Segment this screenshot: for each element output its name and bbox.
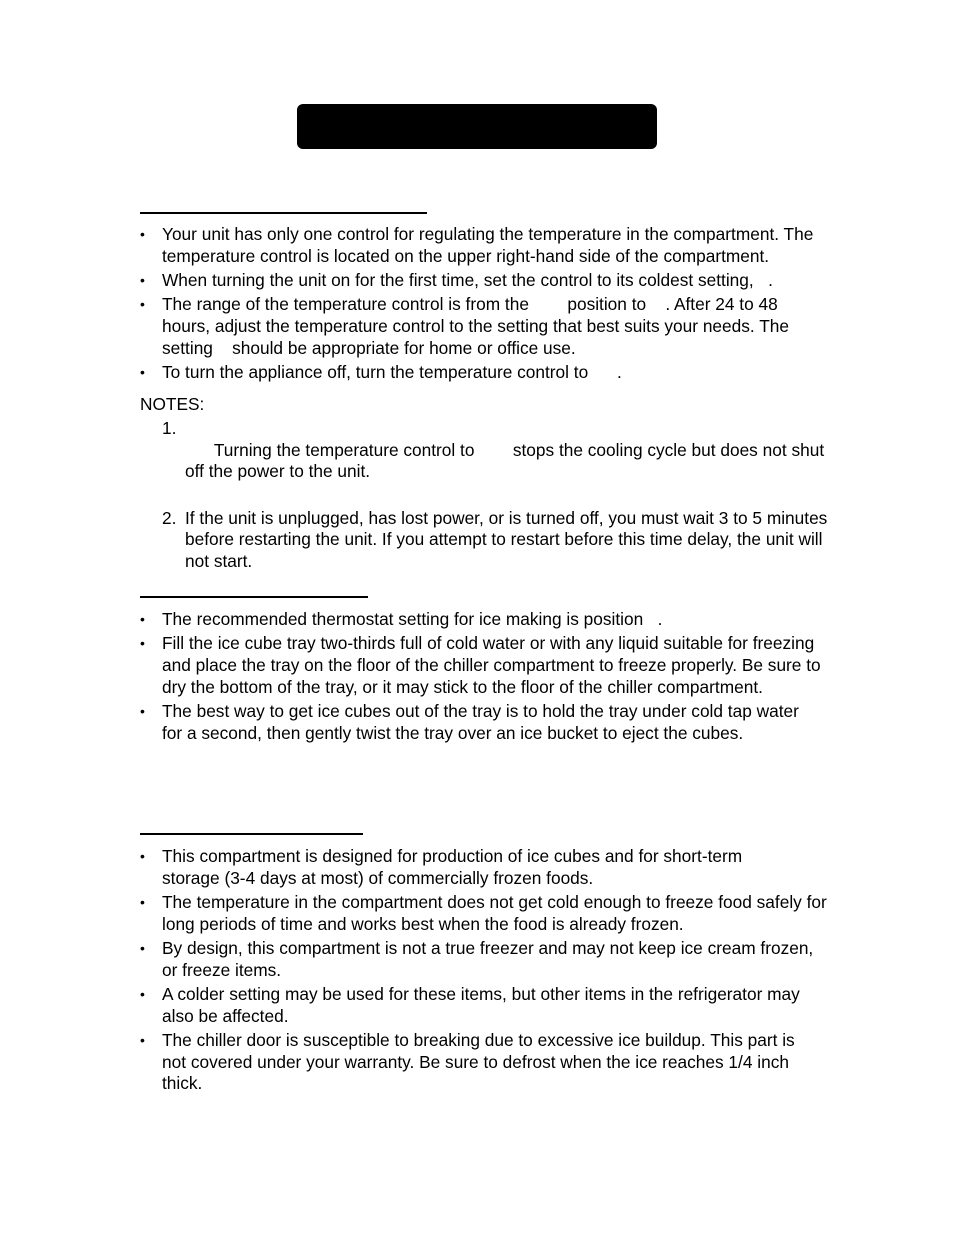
note-text: Turning the temperature control to stops the cooling cycle but does not shut off the power to the unit. [185, 439, 829, 482]
bullet-list [140, 224, 830, 384]
note-text: If the unit is unplugged, has lost power, or is turned off, you must wait 3 to 5 minutes before restarting the unit. If you attempt to restart before this time delay, the unit will not start. [185, 507, 828, 571]
section-heading-rule [140, 212, 427, 214]
list-item: • A colder setting may be used for these items, but other items in the refrigerator may also be affected. [140, 984, 830, 1027]
list-item [140, 418, 830, 504]
notes-list [140, 418, 830, 572]
temperature-control-section [140, 224, 830, 575]
note-number: 2. [162, 507, 177, 528]
list-item: • Fill the ice cube tray two-thirds full of cold water or with any liquid suitable for freezing and place the tray on the floor of the chiller compartment to freeze properly. Be sure to dry the bottom of the tray, or it may stick to the floor of the chiller compartment. [140, 633, 830, 698]
list-item: • The best way to get ice cubes out of the tray is to hold the tray under cold tap water for a second, then gently twist the tray over an ice bucket to eject the cubes. [140, 701, 830, 744]
chiller-compartment-section [140, 846, 830, 1098]
section-heading-rule [140, 833, 363, 835]
list-item: • By design, this compartment is not a true freezer and may not keep ice cream frozen, or freeze items. [140, 938, 830, 981]
list-item: • This compartment is designed for production of ice cubes and for short-term storage (3-4 days at most) of commercially frozen foods. [140, 846, 830, 889]
list-item: • When turning the unit on for the first time, set the control to its coldest setting, . [140, 270, 830, 292]
note-number: 1. [162, 418, 177, 439]
section-heading-rule [140, 596, 368, 598]
bullet-list [140, 846, 830, 1095]
list-item [140, 508, 830, 573]
bullet-list [140, 609, 830, 744]
list-item: • The temperature in the compartment does not get cold enough to freeze food safely for long periods of time and works best when the food is already frozen. [140, 892, 830, 935]
title-banner [297, 104, 657, 149]
ice-making-section [140, 609, 830, 747]
list-item: • The range of the temperature control is from the position to . After 24 to 48 hours, adjust the temperature control to the setting that best suits your needs. The setting should be appropriate for home or office use. [140, 294, 830, 359]
list-item: • Your unit has only one control for regulating the temperature in the compartment. The temperature control is located on the upper right-hand side of the compartment. [140, 224, 830, 267]
list-item: • The recommended thermostat setting for ice making is position . [140, 609, 830, 631]
list-item: • The chiller door is susceptible to breaking due to excessive ice buildup. This part is not covered under your warranty. Be sure to defrost when the ice reaches 1/4 inch thick. [140, 1030, 830, 1095]
notes-label: NOTES: [140, 393, 205, 414]
list-item: • To turn the appliance off, turn the temperature control to . [140, 362, 830, 384]
